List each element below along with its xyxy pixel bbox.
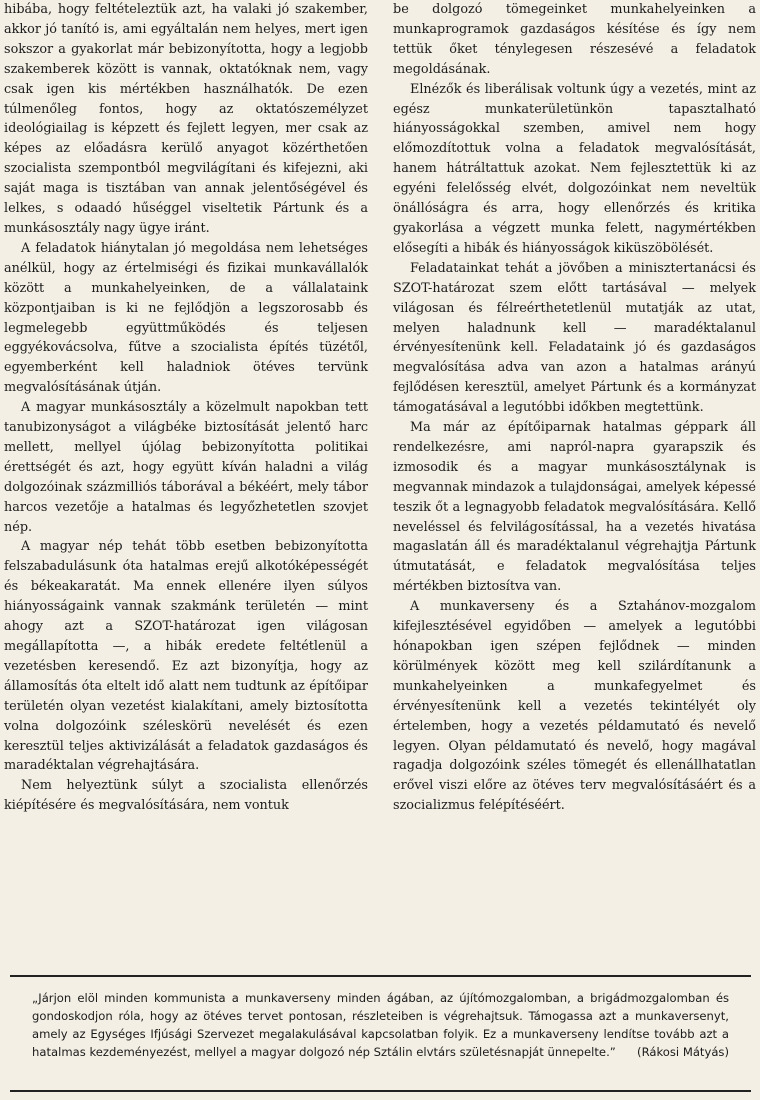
- paragraph: A magyar munkásosztály a közelmult napokban tett tanubizonyságot a világbéke biztosítását jelentő harc mellett, mellyel újólag bebizonyította politikai érettségét és azt, hogy együtt kíván haladni a világ dolgozóinak százmilliós táborával a békéért, mely tábor harcos vezetője a hatalmas és legyőzhetetlen szovjet nép.: [4, 400, 368, 535]
- paragraph: Nem helyeztünk súlyt a szocialista ellenőrzés kiépítésére és megvalósítására, nem vontuk: [4, 778, 368, 814]
- right-column: [393, 0, 756, 816]
- quote-body: „Járjon elöl minden kommunista a munkaverseny minden ágában, az újítómozgalomban, a brigádmozgalomban és gondoskodjon róla, hogy az ötéves tervet pontosan, részleteiben is végrehajtsuk. Támogassa azt a munkaversenyt, amely az Egységes Ifjúsági Szervezet megalakulásával kapcsolatban folyik. Ez a munkaverseny lendítse tovább azt a hatalmas kezdeményezést, mellyel a magyar dolgozó nép Sztálin elvtárs születésnapját ünnepelte.”: [32, 991, 729, 1059]
- quote-author: (Rákosi Mátyás): [637, 1045, 729, 1059]
- paragraph: A feladatok hiánytalan jó megoldása nem lehetséges anélkül, hogy az értelmiségi és fizikai munkavállalók között a munkahelyeinken, de a vállalataink központjaiban is ki ne fejlődjön a legszorosabb és legmelegebb együttműködés és teljesen eggyékovácsolva, fűtve a szocialista építés tüzétől, egyemberként kell haladniok ötéves tervünk megvalósításának útján.: [4, 240, 368, 396]
- paragraph: be dolgozó tömegeinket munkahelyeinken a munkaprogramok gazdaságos késítése és így nem tettük őket ténylegesen részesévé a feladatok megoldásának.: [393, 2, 756, 77]
- paragraph: A magyar nép tehát több esetben bebizonyította felszabadulásunk óta hatalmas erejű alkotóképességét és békeakaratát. Ma ennek ellenére ilyen súlyos hiányosságaink vannak szakmánk területén — mint ahogy azt a SZOT-határozat igen világosan megállapította —, a hibák eredete feltétlenül a vezetésben keresendő. Ez azt bizonyítja, hogy az államosítás óta eltelt idő alatt nem tudtunk az építőipar területén olyan vezetést kialakítani, amely biztosította volna dolgozóink széleskörü nevelését és ezen keresztül teljes aktivizálását a feladatok gazdaságos és maradéktalan végrehajtására.: [4, 539, 368, 774]
- paragraph: hibába, hogy feltételeztük azt, ha valaki jó szakember, akkor jó tanító is, ami egyáltalán nem helyes, mert igen sokszor a gyakorlat már bebizonyította, hogy a legjobb szakemberek között is vannak, oktatóknak nem, vagy csak igen kis mértékben használhatók. De ezen túlmenőleg fontos, hogy az oktatószemélyzet ideológiailag is képzett és fejlett legyen, mer csak az képes az előadásra kerülő anyagot közérthetően szocialista szempontból megvilágítani és kifejezni, aki saját maga is tisztában van annak jelentőségével és lelkes, s odaadó hűséggel viseltetik Pártunk és a munkásosztály nagy ügye iránt.: [4, 2, 368, 236]
- quote-text: [32, 989, 729, 1061]
- paragraph: Elnézők és liberálisak voltunk úgy a vezetés, mint az egész munkaterületünkön tapasztalható hiányosságokkal szemben, amivel nem hogy előmozdítottuk volna a feladatok megvalósítását, hanem hátráltattuk azokat. Nem fejlesztettük ki az egyéni felelősség elvét, dolgozóinkat nem neveltük önállóságra és arra, hogy ellenőrzés és kritika gyakorlása a végzett munka felett, nagymértékben elősegíti a hibák és hiányosságok kiküszöbölését.: [393, 81, 756, 256]
- paragraph: Feladatainkat tehát a jövőben a minisztertanácsi és SZOT-határozat szem előtt tartásával — melyek világosan és félreérthetetlenül mutatják az utat, melyen haladnunk kell — maradéktalanul érvényesítenünk kell. Feladataink jó és gazdaságos megvalósítása adva van azon a hatalmas arányú fejlődésen keresztül, amelyet Pártunk és a kormányzat támogatásával a legutóbbi időkben megtettünk.: [393, 260, 756, 416]
- paragraph: A munkaverseny és a Sztahánov-mozgalom kifejlesztésével egyidőben — amelyek a legutóbbi hónapokban igen szépen fejlődnek — minden körülmények között meg kell szilárdítanunk a munkahelyeinken a munkafegyelmet és érvényesítenünk kell a vezetés tekintélyét oly értelemben, hogy a vezetés példamutató és nevelő legyen. Olyan példamutató és nevelő, hogy magával ragadja dolgozóink széles tömegét és ellenállhatatlan erővel viszi előre az ötéves terv megvalósításáért és a szocializmus felépítéséért.: [393, 599, 756, 814]
- quote-box: [10, 975, 751, 1092]
- paragraph: Ma már az építőiparnak hatalmas géppark áll rendelkezésre, ami napról-napra gyarapszik és izmosodik és a magyar munkásosztálynak is megvannak mindazok a tulajdonságai, amelyek képessé teszik őt a legnagyobb feladatok megvalósítására. Kellő neveléssel és felvilágosítással, ha a vezetés hivatása magaslatán áll és maradéktalanul végrehajtja Pártunk útmutatását, e feladatok megvalósítása teljes mértékben biztosítva van.: [393, 420, 756, 595]
- left-column: [4, 0, 368, 816]
